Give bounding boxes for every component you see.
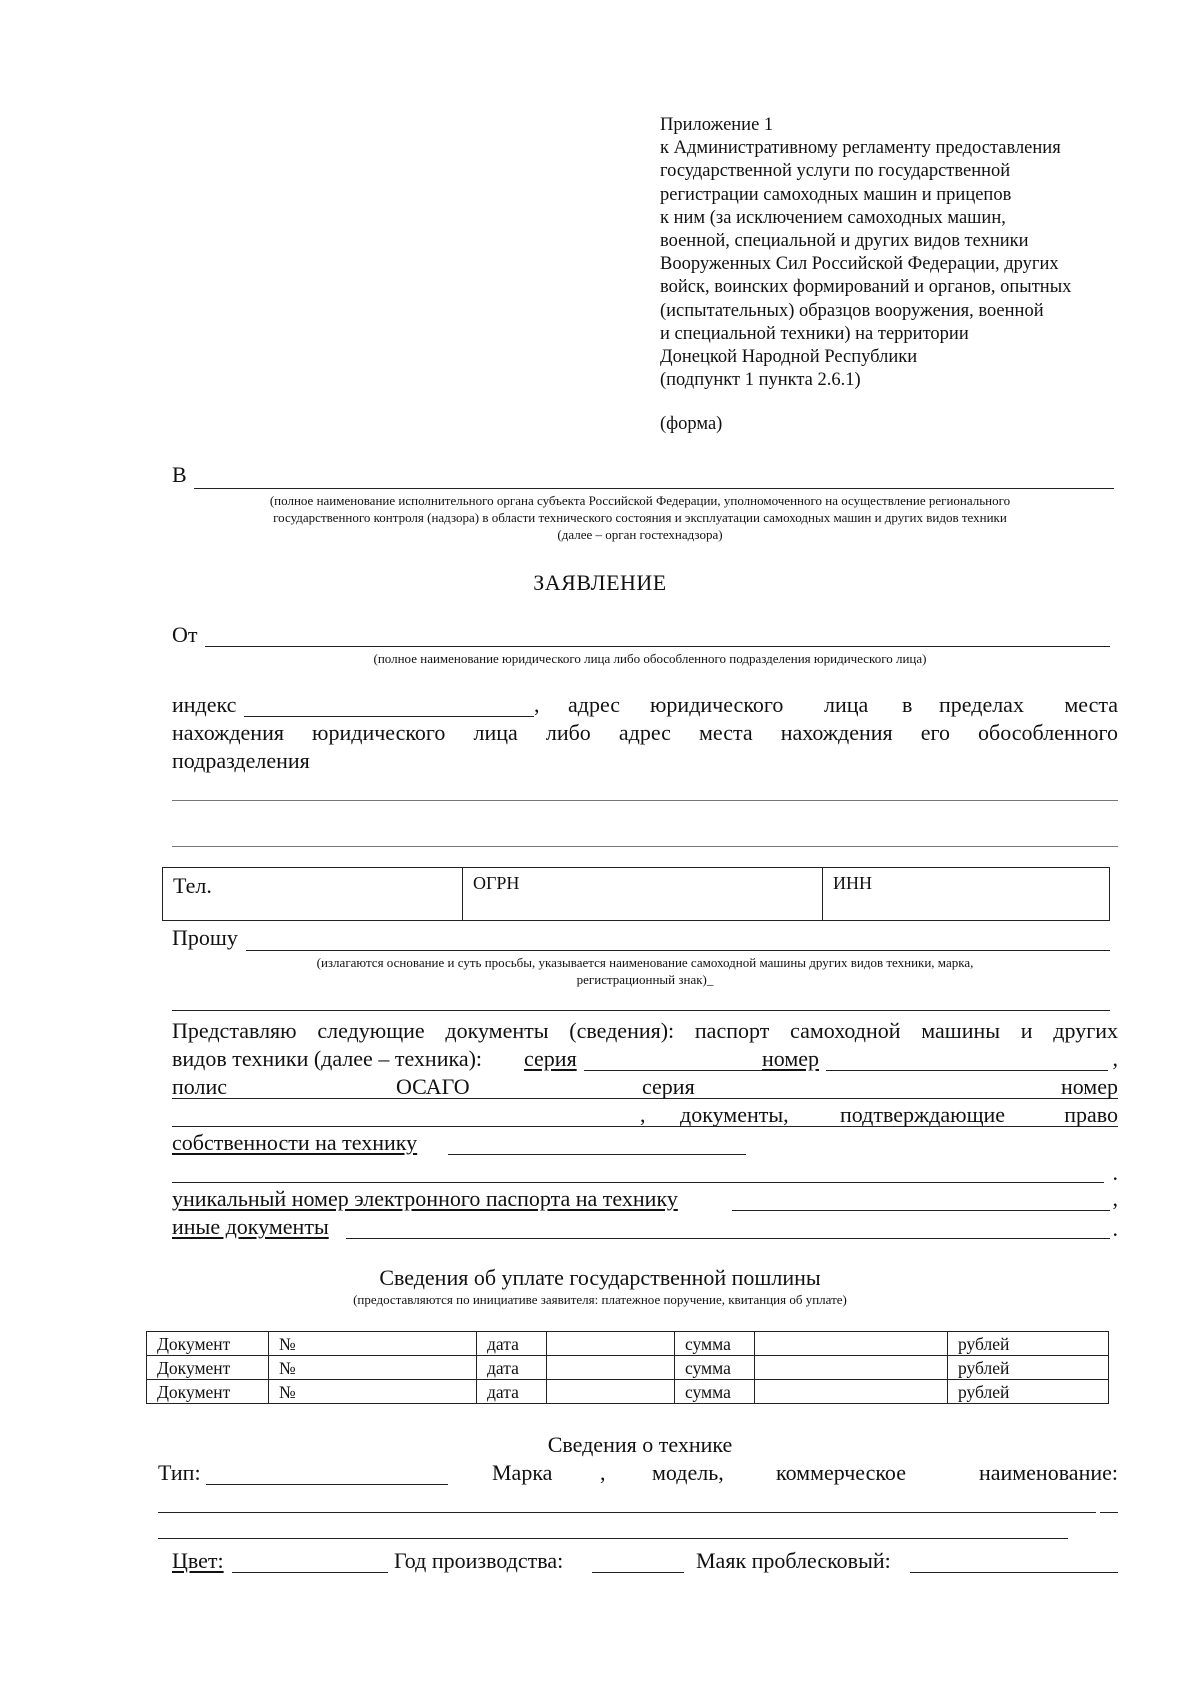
year-field[interactable] [592,1572,684,1573]
address-field-2[interactable] [172,846,1118,847]
passport-number-field[interactable] [826,1070,1108,1071]
phone-cell[interactable] [163,868,463,920]
address-word: места [1064,692,1118,717]
type-label: Тип: [158,1460,201,1485]
address-word: места [698,720,753,745]
brand-word: Марка [492,1460,553,1485]
doc-number-cell[interactable]: № [269,1356,477,1380]
header-line: к ним (за исключением самоходных машин, [660,207,1006,228]
doc-number-cell[interactable]: № [269,1332,477,1356]
doc-text: видов техники (далее – техника): [172,1046,483,1071]
header-line: (подпункт 1 пункта 2.6.1) [660,370,861,391]
vehicle-title: Сведения о технике [547,1432,733,1457]
address-word: в [902,692,913,717]
sum-cell[interactable] [755,1380,948,1404]
date-label: дата [477,1332,547,1356]
brand-word: модель, [652,1460,724,1485]
address-word: юридического [312,720,446,745]
doc-word: право [1064,1102,1118,1127]
doc-word: машины [921,1018,1001,1043]
from-caption: (полное наименование юридического лица либо обособленного подразделения юридического лица) [373,651,927,666]
from-field[interactable] [205,646,1110,647]
doc-punct: , [640,1102,646,1127]
address-word: либо [545,720,591,745]
other-docs-field[interactable] [346,1238,1110,1239]
table-row [147,1332,1109,1356]
documents-line-5 [172,1130,1118,1158]
address-word: обособленного [978,720,1118,745]
beacon-label: Маяк проблесковый: [696,1548,891,1573]
header-line: и специальной техники) на территории [660,323,969,344]
currency-label: рублей [948,1380,1109,1404]
doc-word: ОСАГО [396,1074,470,1099]
currency-label: рублей [948,1356,1109,1380]
address-word: адрес [618,720,671,745]
address-line-1 [172,692,1118,720]
address-word: юридического [650,692,784,717]
address-word: лица [824,692,869,717]
doc-punct: , [1112,1186,1118,1211]
documents-line-7 [172,1186,1118,1214]
postal-index-field[interactable] [244,716,534,717]
caption-line: регистрационный знак)_ [576,972,714,987]
header-line: к Административному регламенту предоставления [660,138,1061,159]
payment-caption: (предоставляются по инициативе заявителя: платежное поручение, квитанция об уплате) [353,1292,847,1307]
doc-word: следующие [317,1018,425,1043]
header-line: государственной услуги по государственной [660,161,1011,182]
caption-line: (далее – орган гостехнадзора) [557,527,723,542]
doc-label: Документ [147,1356,269,1380]
sum-label: сумма [675,1332,755,1356]
request-prefix: Прошу [172,925,238,950]
other-docs-label: иные документы [172,1214,329,1239]
beacon-field[interactable] [910,1572,1118,1573]
header-line: Приложение 1 [660,115,774,135]
caption-line: (полное наименование исполнительного органа субъекта Российской Федерации, уполномоченного на осуществление регионального [269,493,1011,508]
document-title: ЗАЯВЛЕНИЕ [533,570,667,595]
doc-word: документы, [680,1102,789,1127]
header-line: Донецкой Народной Республики [660,347,918,368]
documents-line-1 [172,1018,1118,1044]
doc-word: подтверждающие [840,1102,1006,1127]
brand-word: , [600,1460,606,1485]
address-word: , [534,692,540,717]
currency-label: рублей [948,1332,1109,1356]
color-field[interactable] [232,1572,388,1573]
address-word: его [920,720,950,745]
ownership-docs-field[interactable] [448,1154,746,1155]
brand-word: наименование: [978,1460,1118,1485]
doc-word: номер [1060,1074,1118,1099]
date-cell[interactable] [547,1332,675,1356]
date-label: дата [477,1356,547,1380]
request-field-2[interactable] [172,1010,1110,1011]
brand-model-field-2[interactable] [158,1538,1068,1539]
address-word: лица [473,720,518,745]
address-word: нахождения [780,720,893,745]
doc-punct: . [1112,1160,1118,1185]
documents-line-2 [172,1046,1118,1074]
address-word: пределах [939,692,1024,717]
year-label: Год производства: [394,1548,564,1573]
ownership-docs-field-2[interactable] [172,1182,1104,1183]
doc-word: других [1053,1018,1118,1043]
date-cell[interactable] [547,1380,675,1404]
from-prefix: От [172,622,198,647]
ogrn-cell[interactable] [463,868,823,920]
phone-label: Тел. [173,873,212,898]
payment-table [146,1331,1109,1404]
doc-number-cell[interactable]: № [269,1380,477,1404]
doc-word: серия [642,1074,695,1099]
header-line: военной, специальной и других видов техники [660,231,1029,252]
ownership-docs-label: собственности на технику [172,1130,418,1155]
doc-word: полис [172,1074,227,1099]
payment-title: Сведения об уплате государственной пошлины [379,1265,821,1290]
ogrn-label: ОГРН [473,873,520,893]
vehicle-line-3 [172,1548,1118,1576]
passport-series-field[interactable] [584,1070,762,1071]
table-row [147,1356,1109,1380]
inn-label: ИНН [833,873,872,893]
header-line: регистрации самоходных машин и прицепов [660,184,1012,205]
addressee-caption [160,492,1120,543]
request-field[interactable] [246,950,1110,951]
doc-label: Документ [147,1380,269,1404]
caption-line: государственного контроля (надзора) в области технического состояния и эксплуатации самоходных машин и других видов техники [273,510,1007,525]
sum-label: сумма [675,1380,755,1404]
doc-word: самоходной [790,1018,901,1043]
appendix-header [660,114,1071,392]
passport-number-label: номер [762,1046,820,1071]
doc-word: (сведения): [569,1018,675,1043]
type-field[interactable] [206,1484,448,1485]
address-line-2 [172,720,1118,746]
doc-word: и [1020,1018,1033,1043]
doc-word: паспорт [694,1018,770,1043]
documents-line-8 [172,1214,1118,1242]
brand-word: коммерческое [776,1460,906,1485]
epassport-field[interactable] [732,1210,1110,1211]
date-label: дата [477,1380,547,1404]
documents-line-4 [172,1102,1118,1130]
address-field-1[interactable] [172,800,1118,801]
sum-cell[interactable] [755,1332,948,1356]
brand-model-field-end [1100,1512,1118,1513]
request-caption [172,954,1118,988]
address-line-3: подразделения [172,748,310,773]
header-line: войск, воинских формирований и органов, опытных [660,277,1072,298]
brand-model-field[interactable] [158,1512,1096,1513]
header-line: Вооруженных Сил Российской Федерации, других [660,254,1059,275]
sum-cell[interactable] [755,1356,948,1380]
address-word: индекс [172,692,237,717]
doc-label: Документ [147,1332,269,1356]
passport-series-label: серия [524,1046,577,1071]
header-line: (испытательных) образцов вооружения, военной [660,300,1044,321]
doc-punct: . [1112,1216,1118,1241]
doc-word: документы [445,1018,549,1043]
caption-line: (излагаются основание и суть просьбы, указывается наименование самоходной машины других видов техники, марка, [316,955,974,970]
address-word: адрес [568,692,621,717]
inn-cell[interactable] [823,868,1109,920]
documents-line-3 [172,1074,1118,1102]
doc-word: Представляю [172,1018,297,1043]
epassport-label: уникальный номер электронного паспорта на технику [172,1186,678,1211]
date-cell[interactable] [547,1356,675,1380]
address-word: нахождения [172,720,284,745]
addressee-field[interactable] [194,488,1114,489]
addressee-prefix: В [172,462,187,487]
color-label: Цвет: [172,1548,224,1573]
contacts-box [162,867,1110,921]
sum-label: сумма [675,1356,755,1380]
doc-punct: , [1112,1046,1118,1071]
documents-line-6 [172,1158,1118,1186]
form-label: (форма) [660,414,723,434]
table-row [147,1380,1109,1404]
vehicle-line-1 [158,1460,1118,1488]
